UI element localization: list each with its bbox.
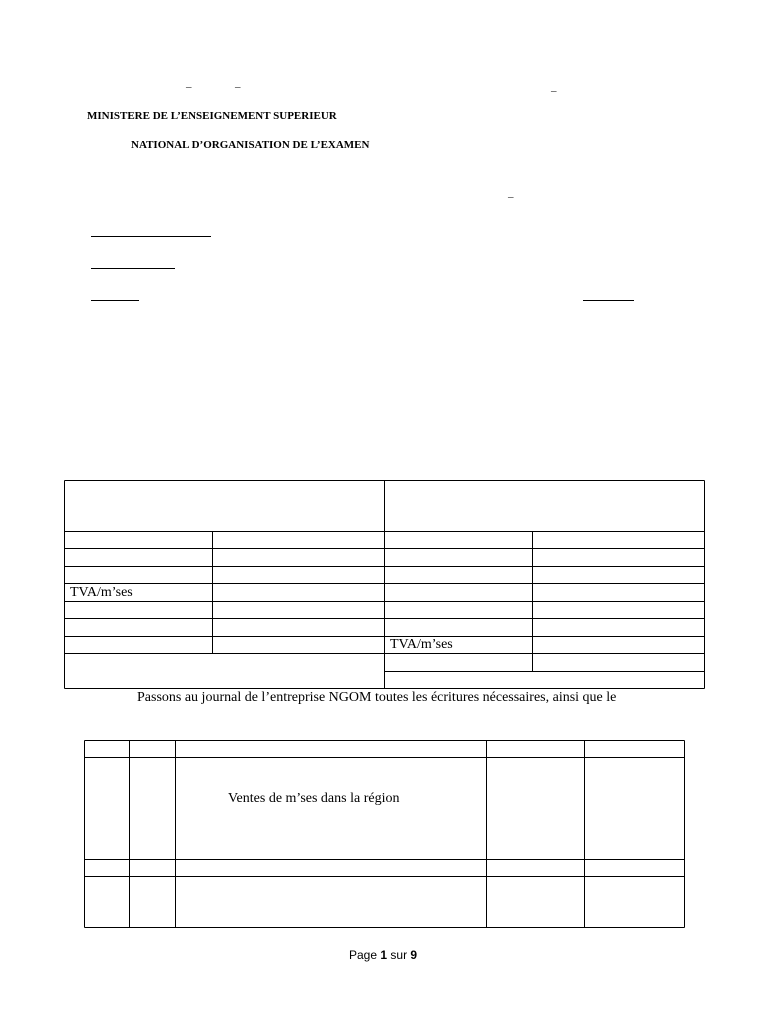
header-dash-4: –: [508, 191, 514, 203]
footer-total-pages: 9: [410, 948, 418, 962]
footer-current-page: 1: [380, 948, 388, 962]
footer-prefix: Page: [349, 948, 378, 962]
instruction-paragraph: Passons au journal de l’entreprise NGOM toutes les écritures nécessaires, ainsi que le: [137, 690, 617, 705]
header-dash-1: –: [186, 81, 192, 93]
right-account-tva-label: TVA/m’ses: [390, 637, 453, 652]
header-dash-3: –: [551, 85, 557, 97]
journal-entry-label: Ventes de m’ses dans la région: [228, 791, 400, 806]
ministry-heading: MINISTERE DE L’ENSEIGNEMENT SUPERIEUR: [87, 110, 337, 122]
page-footer: [349, 948, 417, 962]
left-account-tva-label: TVA/m’ses: [70, 585, 133, 600]
footer-separator: sur: [390, 948, 408, 962]
exam-office-heading: NATIONAL D’ORGANISATION DE L’EXAMEN: [131, 139, 370, 151]
header-dash-2: –: [235, 81, 241, 93]
